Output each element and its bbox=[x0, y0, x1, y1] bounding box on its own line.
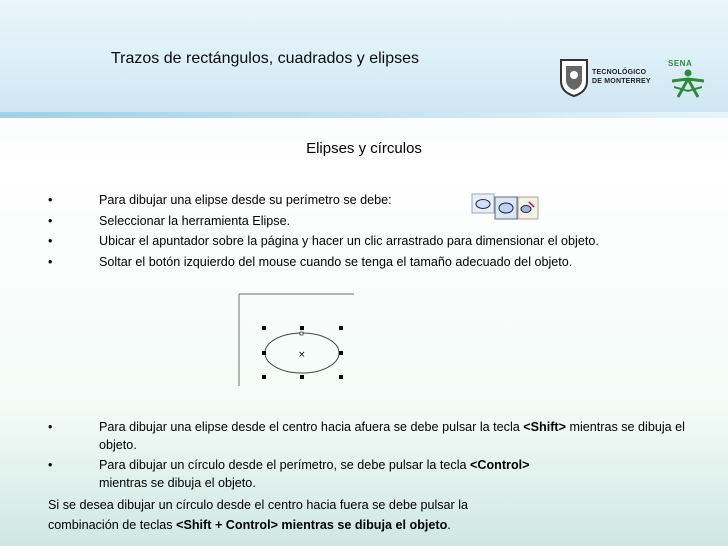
header-divider bbox=[0, 112, 728, 118]
bullet-mark: • bbox=[48, 193, 53, 207]
list-item bbox=[48, 419, 708, 454]
list-item-text: Para dibujar una elipse desde su perímetro se debe: bbox=[99, 193, 392, 207]
steps-list bbox=[48, 193, 708, 275]
list-item bbox=[48, 193, 708, 214]
ellipse-tool-icons bbox=[471, 193, 539, 220]
slide-title: Trazos de rectángulos, cuadrados y elipses bbox=[111, 50, 420, 67]
list-item-text: Soltar el botón izquierdo del mouse cuando se tenga el tamaño adecuado del objeto. bbox=[99, 254, 573, 269]
ellipse-drawing-figure bbox=[238, 293, 354, 387]
tec-line1: TECNOLÓGICO bbox=[592, 69, 647, 76]
tec-monterrey-logo bbox=[558, 57, 668, 99]
bullet-mark: • bbox=[48, 458, 53, 472]
list-item-text: Ubicar el apuntador sobre la página y hacer un clic arrastrado para dimensionar el objeto. bbox=[99, 234, 599, 248]
list-item-text: Para dibujar una elipse desde el centro hacia afuera se debe pulsar la tecla bbox=[99, 420, 524, 434]
closing-paragraph bbox=[48, 495, 708, 535]
bullet-mark: • bbox=[48, 254, 53, 269]
list-item bbox=[48, 234, 708, 255]
key-shift-control: <Shift + Control> mientras se dibuja el objeto bbox=[176, 518, 448, 532]
list-item-text-end: mientras se dibuja el objeto. bbox=[99, 420, 685, 452]
tec-wordmark bbox=[592, 68, 651, 86]
closing-line-2 bbox=[48, 515, 708, 535]
modifier-keys-list bbox=[48, 419, 708, 495]
ellipse-center-mark: × bbox=[298, 350, 306, 360]
list-item-text-end: mientras se dibuja el objeto. bbox=[99, 475, 256, 490]
sena-wordmark: SENA bbox=[668, 59, 693, 68]
list-item bbox=[48, 214, 708, 235]
list-item bbox=[48, 457, 708, 492]
tec-seal-icon bbox=[558, 57, 590, 97]
slide-subtitle: Elipses y círculos bbox=[306, 140, 422, 157]
key-control: <Control> bbox=[470, 458, 530, 472]
tec-line2: DE MONTERREY bbox=[592, 78, 651, 85]
bullet-mark: • bbox=[48, 420, 53, 434]
key-shift: <Shift> bbox=[523, 420, 566, 434]
bullet-mark: • bbox=[48, 234, 53, 248]
closing-suffix: . bbox=[447, 518, 451, 532]
closing-line-1: Si se desea dibujar un círculo desde el centro hacia fuera se debe pulsar la bbox=[48, 498, 469, 512]
sena-logo bbox=[664, 57, 716, 105]
closing-prefix: combinación de teclas bbox=[48, 518, 177, 532]
bullet-mark: • bbox=[48, 213, 53, 228]
list-item bbox=[48, 255, 708, 276]
list-item-text: Para dibujar un círculo desde el perímetro, se debe pulsar la tecla bbox=[99, 458, 471, 472]
list-item-text: Seleccionar la herramienta Elipse. bbox=[99, 213, 291, 228]
sena-figure-icon bbox=[664, 57, 716, 105]
